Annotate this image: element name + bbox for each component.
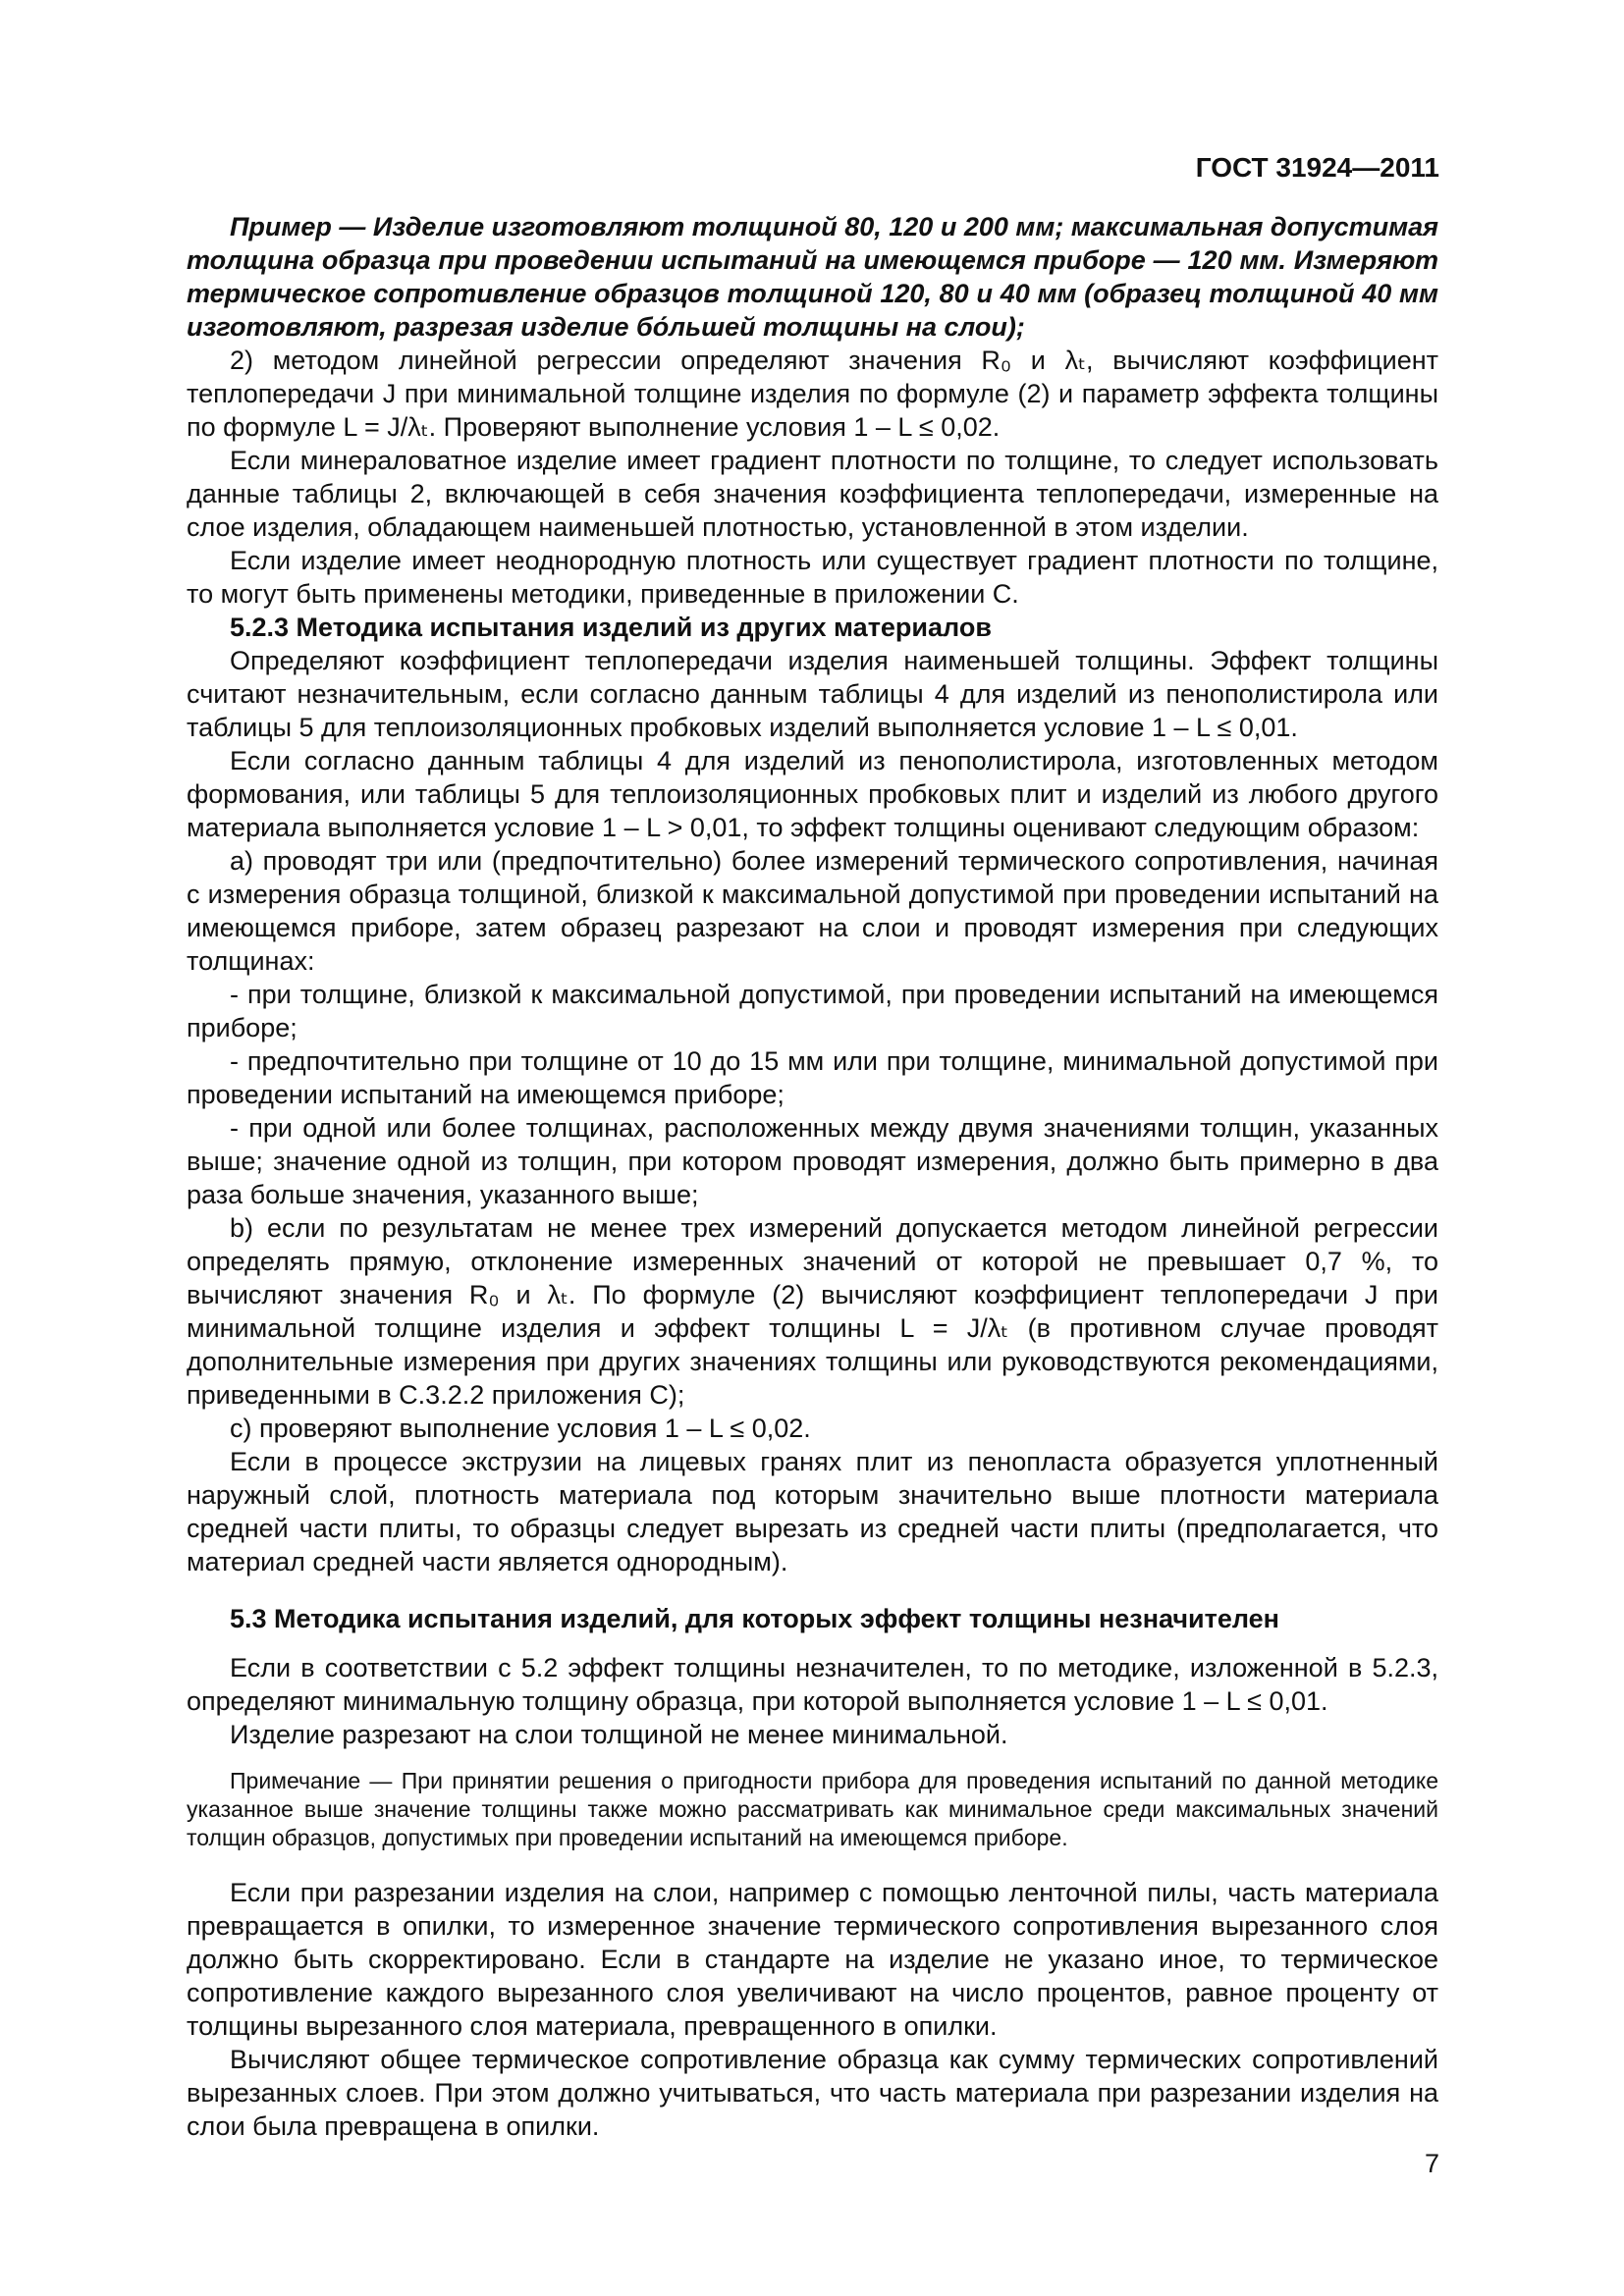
- section-heading-5-3: 5.3 Методика испытания изделий, для которых эффект толщины незначителен: [230, 1604, 1279, 1633]
- body-paragraph: Если изделие имеет неоднородную плотность или существует градиент плотности по толщине, то могут быть применены методики, приведенные в приложении С.: [187, 546, 1438, 609]
- body-paragraph: Вычисляют общее термическое сопротивление образца как сумму термических сопротивлений вырезанных слоев. При этом должно учитываться, что часть материала при разрезании изделия на слои была превращена в опилки.: [187, 2045, 1438, 2141]
- note-paragraph: Примечание — При принятии решения о пригодности прибора для проведения испытаний по данной методике указанное выше значение толщины также можно рассматривать как минимальное среди максимальных значений толщин образцов, допустимых при проведении испытаний на имеющемся приборе.: [187, 1768, 1438, 1850]
- body-paragraph: Если при разрезании изделия на слои, например с помощью ленточной пилы, часть материала превращается в опилки, то измеренное значение термического сопротивления вырезанного слоя должно быть скорректировано. Если в стандарте на изделие не указано иное, то термическое сопротивление каждого вырезанного слоя увеличивают на число процентов, равное проценту от толщины вырезанного слоя материала, превращенного в опилки.: [187, 1878, 1438, 2041]
- body-paragraph: Определяют коэффициент теплопередачи изделия наименьшей толщины. Эффект толщины считают незначительным, если согласно данным таблицы 4 для изделий из пенополистирола или таблицы 5 для теплоизоляционных пробковых изделий выполняется условие 1 – L ≤ 0,01.: [187, 646, 1438, 742]
- document-body: [187, 210, 1438, 2143]
- body-paragraph: Если согласно данным таблицы 4 для изделий из пенополистирола, изготовленных методом формования, или таблицы 5 для теплоизоляционных пробковых плит и изделий из любого другого материала выполняется условие 1 – L > 0,01, то эффект толщины оценивают следующим образом:: [187, 746, 1438, 842]
- list-item: - при толщине, близкой к максимальной допустимой, при проведении испытаний на имеющемся приборе;: [187, 980, 1438, 1042]
- list-item: - при одной или более толщинах, расположенных между двумя значениями толщин, указанных выше; значение одной из толщин, при котором проводят измерения, должно быть примерно в два раза больше значения, указанного выше;: [187, 1113, 1438, 1209]
- body-paragraph: Если в соответствии с 5.2 эффект толщины незначителен, то по методике, изложенной в 5.2.3, определяют минимальную толщину образца, при которой выполняется условие 1 – L ≤ 0,01.: [187, 1653, 1438, 1716]
- body-paragraph: Если минераловатное изделие имеет градиент плотности по толщине, то следует использовать данные таблицы 2, включающей в себя значения коэффициента теплопередачи, измеренные на слое изделия, обладающем наименьшей плотностью, установленной в этом изделии.: [187, 446, 1438, 542]
- document-header: ГОСТ 31924—2011: [1195, 152, 1439, 183]
- example-paragraph: Пример — Изделие изготовляют толщиной 80, 120 и 200 мм; максимальная допустимая толщина образца при проведении испытаний на имеющемся приборе — 120 мм. Измеряют термическое сопротивление образцов толщиной 120, 80 и 40 мм (образец толщиной 40 мм изготовляют, разрезая изделие бо́льшей толщины на слои);: [187, 212, 1438, 342]
- body-paragraph: 2) методом линейной регрессии определяют значения R₀ и λₜ, вычисляют коэффициент теплопередачи J при минимальной толщине изделия по формуле (2) и параметр эффекта толщины по формуле L = J/λₜ. Проверяют выполнение условия 1 – L ≤ 0,02.: [187, 346, 1438, 442]
- page-number: 7: [1424, 2149, 1439, 2178]
- section-heading-5-2-3: 5.2.3 Методика испытания изделий из других материалов: [230, 613, 992, 642]
- list-item: - предпочтительно при толщине от 10 до 15 мм или при толщине, минимальной допустимой при проведении испытаний на имеющемся приборе;: [187, 1046, 1438, 1109]
- list-item: а) проводят три или (предпочтительно) более измерений термического сопротивления, начиная с измерения образца толщиной, близкой к максимальной допустимой при проведении испытаний на имеющемся приборе, затем образец разрезают на слои и проводят измерения при следующих толщинах:: [187, 846, 1438, 976]
- body-paragraph: Если в процессе экструзии на лицевых гранях плит из пенопласта образуется уплотненный наружный слой, плотность материала под которым значительно выше плотности материала средней части плиты, то образцы следует вырезать из средней части плиты (предполагается, что материал средней части является однородным).: [187, 1447, 1438, 1576]
- body-paragraph: Изделие разрезают на слои толщиной не менее минимальной.: [230, 1720, 1008, 1749]
- list-item: b) если по результатам не менее трех измерений допускается методом линейной регрессии определять прямую, отклонение измеренных значений от которой не превышает 0,7 %, то вычисляют значения R₀ и λₜ. По формуле (2) вычисляют коэффициент теплопередачи J при минимальной толщине изделия и эффект толщины L = J/λₜ (в противном случае проводят дополнительные измерения при других значениях толщины или руководствуются рекомендациями, приведенными в С.3.2.2 приложения С);: [187, 1213, 1438, 1410]
- list-item: с) проверяют выполнение условия 1 – L ≤ 0,02.: [230, 1414, 811, 1443]
